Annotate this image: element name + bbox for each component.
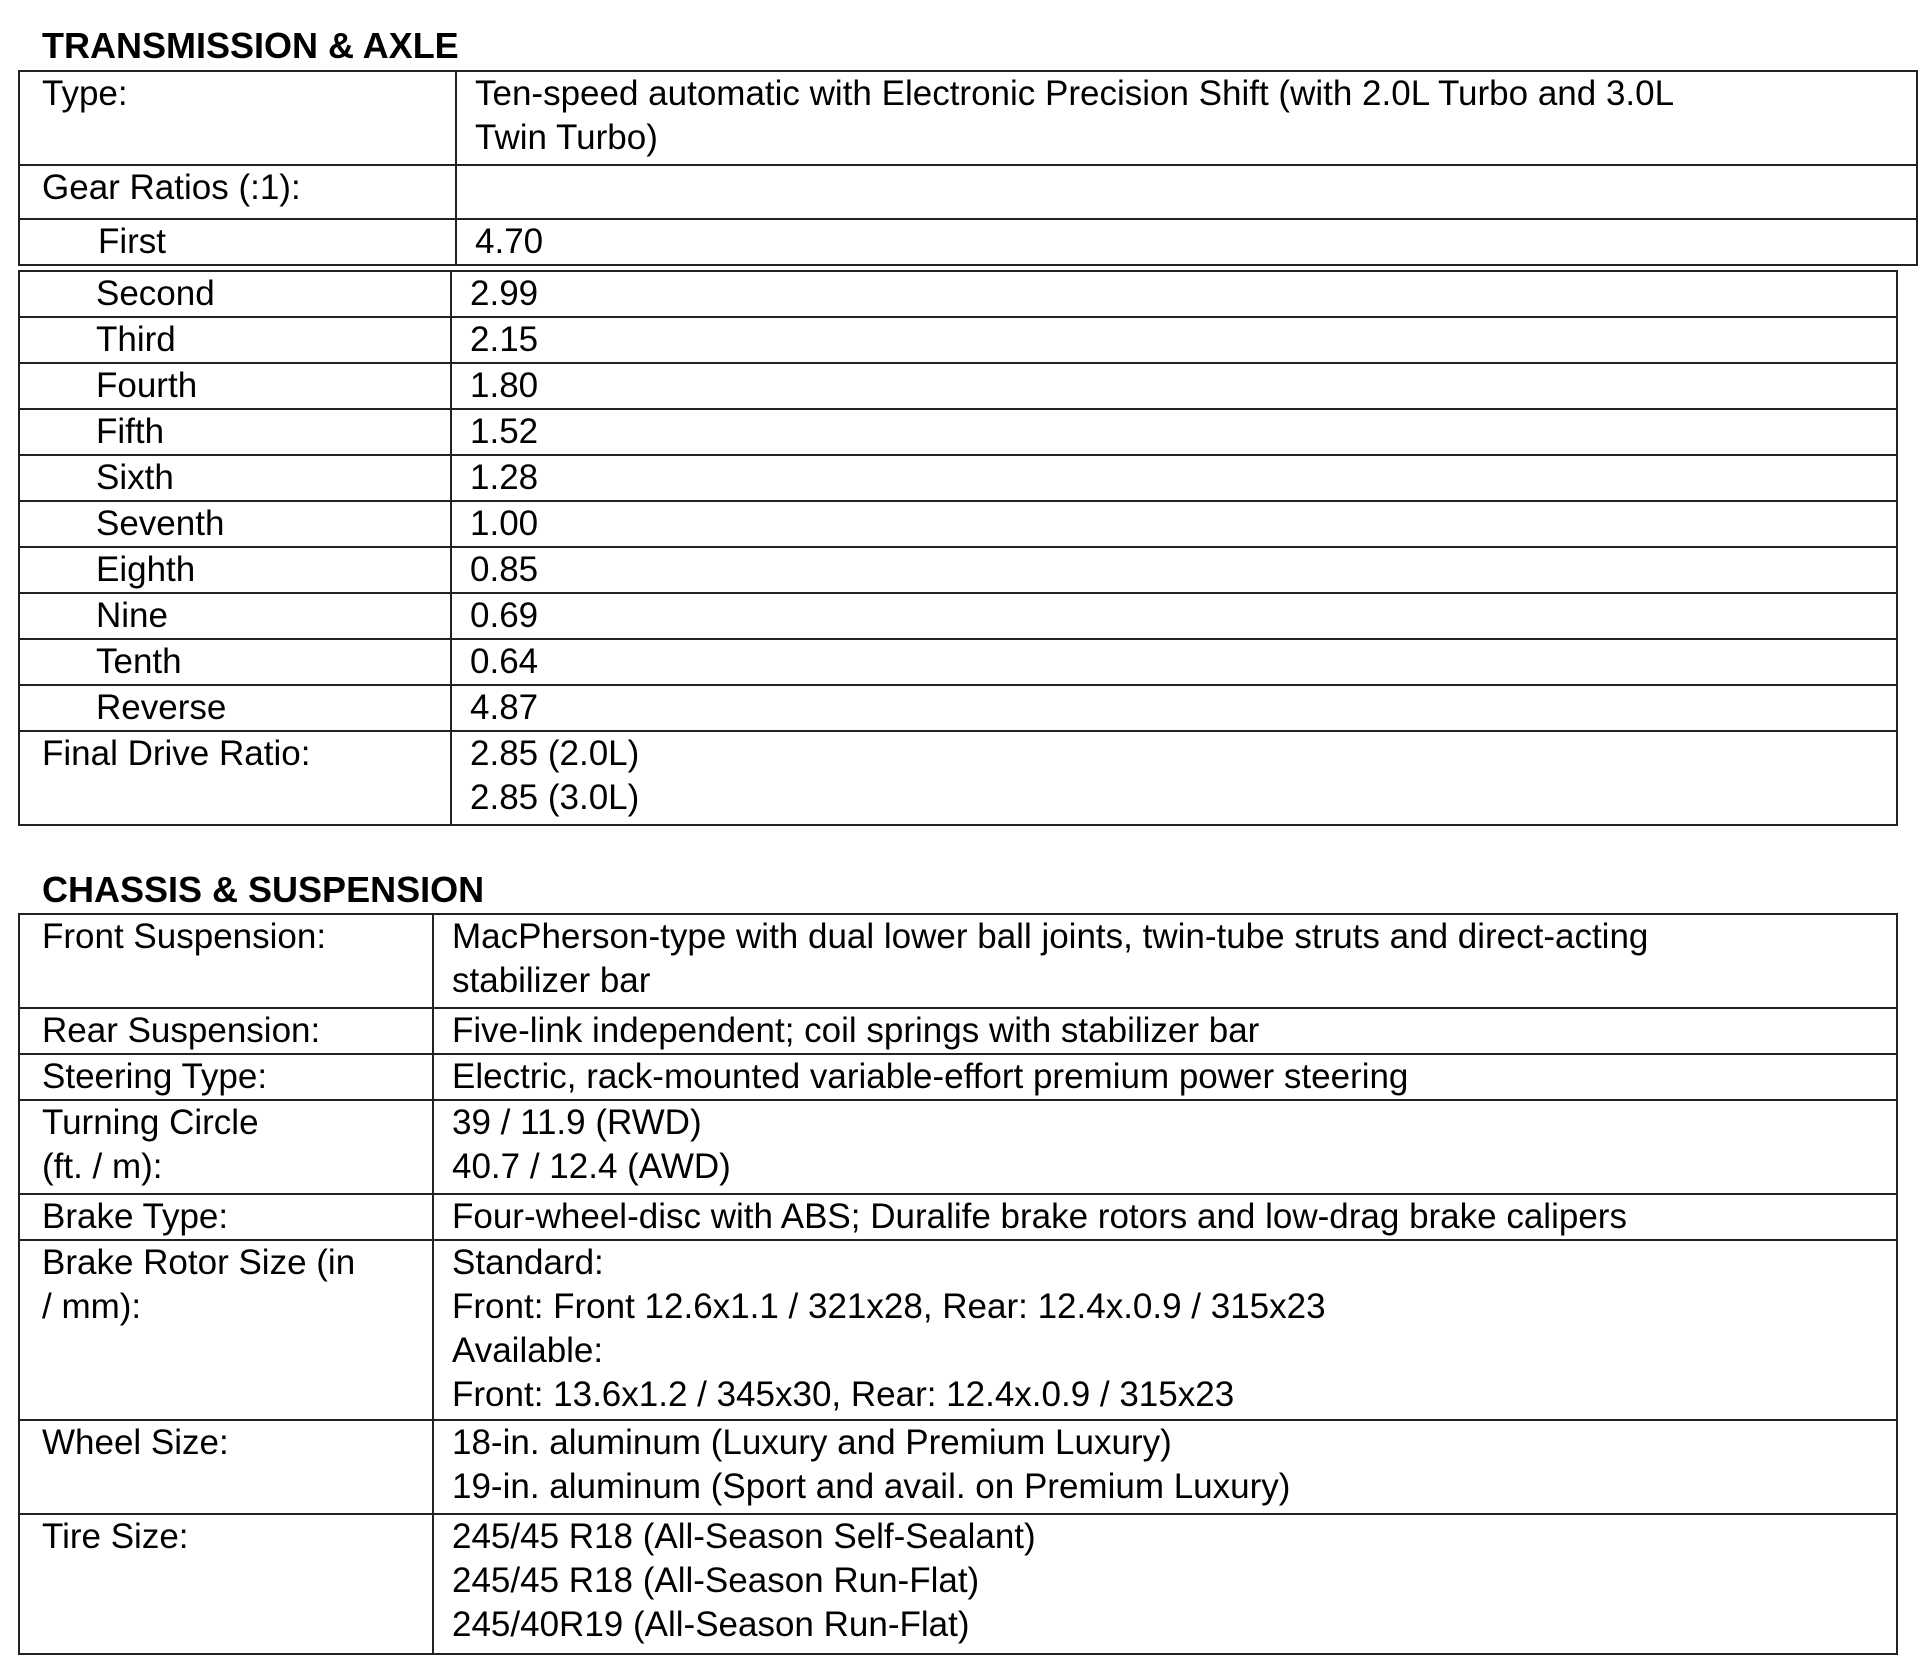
- transmission-table-gears: [18, 270, 1898, 826]
- spec-value-line: Available:: [452, 1331, 604, 1370]
- spec-value-line: 39 / 11.9 (RWD): [452, 1103, 702, 1142]
- type-value-line: Ten-speed automatic with Electronic Precision Shift (with 2.0L Turbo and 3.0L: [475, 74, 1675, 113]
- spec-label: [19, 1054, 433, 1100]
- gear-value: 2.99: [451, 271, 1897, 317]
- spec-row: [19, 1420, 1897, 1514]
- spec-label: [19, 1100, 433, 1194]
- spec-row: [19, 1514, 1897, 1654]
- spec-value-line: 245/45 R18 (All-Season Run-Flat): [452, 1561, 980, 1600]
- gear-label: Fourth: [19, 363, 451, 409]
- final-drive-label: Final Drive Ratio:: [19, 731, 451, 825]
- transmission-section-title: TRANSMISSION & AXLE: [42, 25, 459, 66]
- gear-label: Nine: [19, 593, 451, 639]
- spec-row: [19, 1194, 1897, 1240]
- final-drive-line: 2.85 (3.0L): [470, 778, 640, 817]
- final-drive-value: [451, 731, 1897, 825]
- gear-value: 1.52: [451, 409, 1897, 455]
- gear-label: First: [19, 219, 456, 265]
- gear-row: [19, 639, 1897, 685]
- spec-value-line: Front: 13.6x1.2 / 345x30, Rear: 12.4x.0.9 / 315x23: [452, 1375, 1235, 1414]
- spec-label: [19, 1420, 433, 1514]
- spec-label: [19, 1514, 433, 1654]
- spec-label-line: Front Suspension:: [42, 917, 327, 956]
- gear-label: Seventh: [19, 501, 451, 547]
- gear-row: [19, 593, 1897, 639]
- spec-value: [433, 1240, 1897, 1420]
- gear-ratios-row: [19, 165, 1917, 219]
- spec-value: [433, 1514, 1897, 1654]
- spec-value: [433, 1054, 1897, 1100]
- type-label: Type:: [19, 71, 456, 165]
- spec-label-line: (ft. / m):: [42, 1147, 163, 1186]
- gear-label: Sixth: [19, 455, 451, 501]
- spec-row: [19, 914, 1897, 1008]
- spec-row: [19, 1240, 1897, 1420]
- type-value-line: Twin Turbo): [475, 118, 658, 157]
- spec-label-line: Steering Type:: [42, 1057, 268, 1096]
- spec-label-line: / mm):: [42, 1287, 142, 1326]
- spec-value-line: stabilizer bar: [452, 961, 651, 1000]
- spec-value: [433, 1420, 1897, 1514]
- gear-row: [19, 547, 1897, 593]
- final-drive-row: [19, 731, 1897, 825]
- spec-row: [19, 1054, 1897, 1100]
- spec-value-line: Standard:: [452, 1243, 604, 1282]
- gear-value: 0.85: [451, 547, 1897, 593]
- gear-label: Tenth: [19, 639, 451, 685]
- gear-ratios-label: Gear Ratios (:1):: [19, 165, 456, 219]
- final-drive-line: 2.85 (2.0L): [470, 734, 640, 773]
- gear-label: Second: [19, 271, 451, 317]
- chassis-section-title: CHASSIS & SUSPENSION: [42, 869, 485, 910]
- spec-label-line: Rear Suspension:: [42, 1011, 321, 1050]
- gear-row: [19, 409, 1897, 455]
- transmission-table-top: [18, 70, 1918, 266]
- spec-value: [433, 1194, 1897, 1240]
- spec-label-line: Brake Rotor Size (in: [42, 1243, 356, 1282]
- gear-value: 1.28: [451, 455, 1897, 501]
- spec-label-line: Tire Size:: [42, 1517, 189, 1556]
- gear-ratios-value: [456, 165, 1917, 219]
- gear-row: [19, 317, 1897, 363]
- spec-value: [433, 914, 1897, 1008]
- gear-label: Fifth: [19, 409, 451, 455]
- spec-value-line: Electric, rack-mounted variable-effort premium power steering: [452, 1057, 1409, 1096]
- gear-label: Eighth: [19, 547, 451, 593]
- spec-value-line: 40.7 / 12.4 (AWD): [452, 1147, 731, 1186]
- spec-label: [19, 1008, 433, 1054]
- gear-value: 1.00: [451, 501, 1897, 547]
- gear-value: 0.69: [451, 593, 1897, 639]
- type-row: [19, 71, 1917, 165]
- spec-label: [19, 914, 433, 1008]
- gear-row: [19, 271, 1897, 317]
- spec-label-line: Wheel Size:: [42, 1423, 229, 1462]
- spec-label: [19, 1194, 433, 1240]
- gear-row: [19, 363, 1897, 409]
- spec-value: [433, 1008, 1897, 1054]
- spec-label-line: Turning Circle: [42, 1103, 259, 1142]
- gear-value: 1.80: [451, 363, 1897, 409]
- spec-label-line: Brake Type:: [42, 1197, 229, 1236]
- gear-row: [19, 219, 1917, 265]
- type-value: [456, 71, 1917, 165]
- gear-row: [19, 455, 1897, 501]
- spec-value-line: Four-wheel-disc with ABS; Duralife brake rotors and low-drag brake calipers: [452, 1197, 1627, 1236]
- gear-row: [19, 501, 1897, 547]
- gear-value: 2.15: [451, 317, 1897, 363]
- gear-value: 4.70: [456, 219, 1917, 265]
- gear-value: 4.87: [451, 685, 1897, 731]
- spec-value-line: 19-in. aluminum (Sport and avail. on Premium Luxury): [452, 1467, 1291, 1506]
- gear-label: Third: [19, 317, 451, 363]
- spec-value-line: Five-link independent; coil springs with stabilizer bar: [452, 1011, 1260, 1050]
- spec-value: [433, 1100, 1897, 1194]
- spec-value-line: 18-in. aluminum (Luxury and Premium Luxury): [452, 1423, 1172, 1462]
- spec-row: [19, 1100, 1897, 1194]
- gear-value: 0.64: [451, 639, 1897, 685]
- spec-label: [19, 1240, 433, 1420]
- spec-value-line: MacPherson-type with dual lower ball joints, twin-tube struts and direct-acting: [452, 917, 1649, 956]
- gear-label: Reverse: [19, 685, 451, 731]
- gear-row: [19, 685, 1897, 731]
- spec-value-line: 245/45 R18 (All-Season Self-Sealant): [452, 1517, 1036, 1556]
- chassis-table: [18, 913, 1898, 1655]
- spec-value-line: 245/40R19 (All-Season Run-Flat): [452, 1605, 970, 1644]
- spec-row: [19, 1008, 1897, 1054]
- spec-value-line: Front: Front 12.6x1.1 / 321x28, Rear: 12.4x.0.9 / 315x23: [452, 1287, 1326, 1326]
